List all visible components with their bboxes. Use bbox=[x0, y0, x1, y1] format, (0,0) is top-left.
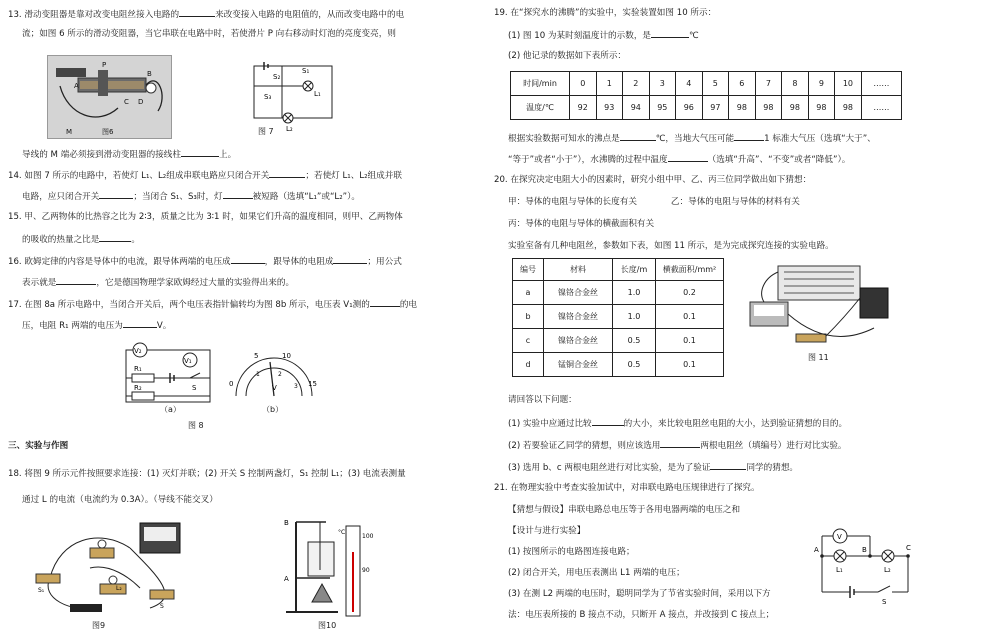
label-p: P bbox=[102, 61, 107, 69]
table-cell: 92 bbox=[570, 96, 597, 120]
table-cell: 97 bbox=[702, 96, 729, 120]
question-16-line-2: 表示就是 ，它是德国物理学家欧姆经过大量的实验得出来的。 bbox=[22, 275, 294, 289]
label-l2: L₂ bbox=[116, 585, 122, 592]
thermometer-tick-100: 100 bbox=[362, 533, 374, 540]
question-20-part-1: (1) 实验中应通过比较 的大小，来比较电阻丝电阻的大小，达到验证猜想的目的。 bbox=[508, 416, 847, 430]
question-21-line-1: 21. 在物理实验中考查实验加试中，对串联电路电压规律进行了探究。 bbox=[494, 483, 760, 493]
question-20-part-3: (3) 选用 b、c 两根电阻丝进行对比实验，是为了验证 同学的猜想。 bbox=[508, 460, 798, 474]
question-19-line-2: (1) 图 10 为某时刻温度计的示数，是 ℃ bbox=[508, 28, 699, 42]
column-header: 材料 bbox=[544, 259, 613, 281]
question-21-circuit bbox=[810, 520, 920, 604]
dial-tick-5: 5 bbox=[254, 352, 259, 360]
table-cell: 94 bbox=[623, 96, 650, 120]
table-cell: d bbox=[513, 353, 544, 377]
question-21-line-6: (3) 在测 L2 两端的电压时，聪明同学为了节省实验时间，采用以下方 bbox=[508, 589, 771, 599]
row-label-time: 时间/min bbox=[511, 72, 570, 96]
label-celsius: °C bbox=[338, 529, 346, 536]
question-17-line-1: 17. 在图 8a 所示电路中，当闭合开关后，两个电压表指针偏转均为图 8b 所示，电压表 V₁测的 的电 bbox=[8, 297, 417, 311]
answer-blank[interactable] bbox=[179, 7, 215, 17]
question-21-line-5: (2) 闭合开关，用电压表测出 L1 两端的电压； bbox=[508, 568, 685, 578]
label-c: C bbox=[124, 98, 129, 106]
figure-7-caption: 图 7 bbox=[258, 127, 274, 136]
table-cell: 0.1 bbox=[656, 329, 724, 353]
table-cell: 98 bbox=[782, 96, 809, 120]
label-r1: R₁ bbox=[134, 365, 142, 373]
table-cell: 95 bbox=[649, 96, 676, 120]
figure-8b-voltmeter-dial bbox=[226, 348, 321, 408]
label-s: S bbox=[160, 603, 164, 610]
label-s: S bbox=[192, 384, 197, 392]
question-18-line-2: 通过 L 的电流（电流约为 0.3A）。（导线不能交叉） bbox=[22, 495, 218, 505]
label-v1: V₁ bbox=[184, 357, 192, 365]
question-19-line-1: 19. 在“探究水的沸腾”的实验中，实验装置如图 10 所示： bbox=[494, 8, 717, 18]
label-m: M bbox=[66, 128, 73, 136]
question-20-part-2: (2) 若要验证乙同学的猜想，则应该选用 两根电阻丝（填编号）进行对比实验。 bbox=[508, 438, 847, 452]
figure-8-caption: 图 8 bbox=[188, 421, 204, 430]
figure-7-circuit bbox=[248, 58, 338, 136]
figure-10-caption: 图10 bbox=[318, 621, 337, 630]
label-l1: L₁ bbox=[836, 566, 843, 574]
answer-blank[interactable] bbox=[668, 152, 708, 162]
label-v: V bbox=[837, 533, 842, 541]
question-13-line-1: 13. 滑动变阻器是靠对改变电阻丝接入电路的 来改变接入电路的电阻值的，从而改变电路中的电 bbox=[8, 7, 404, 21]
answer-blank[interactable] bbox=[56, 275, 96, 285]
question-20-line-3: 丙：导体的电阻与导体的横截面积有关 bbox=[508, 219, 655, 229]
label-s2: S₂ bbox=[273, 73, 281, 81]
table-cell: 9 bbox=[808, 72, 835, 96]
answer-blank[interactable] bbox=[734, 131, 764, 141]
table-cell: 1.0 bbox=[613, 281, 656, 305]
table-row bbox=[511, 96, 902, 120]
boiling-data-table bbox=[510, 71, 902, 120]
answer-blank[interactable] bbox=[181, 147, 219, 157]
table-cell: 镍铬合金丝 bbox=[544, 281, 613, 305]
table-cell: 10 bbox=[835, 72, 862, 96]
resistance-wire-table bbox=[512, 258, 724, 377]
dial-tick-1: 1 bbox=[256, 371, 260, 378]
answer-blank[interactable] bbox=[269, 168, 305, 178]
figure-10-apparatus bbox=[278, 512, 388, 620]
table-cell: 1.0 bbox=[613, 305, 656, 329]
question-21-line-7: 法：电压表所接的 B 接点不动，只断开 A 接点，并改接到 C 接点上； bbox=[508, 610, 775, 620]
table-cell: 0.5 bbox=[613, 353, 656, 377]
figure-8a-caption: （a） bbox=[160, 405, 181, 414]
table-cell: 2 bbox=[623, 72, 650, 96]
question-20-line-2: 甲：导体的电阻与导体的长度有关 乙：导体的电阻与导体的材料有关 bbox=[508, 197, 800, 207]
question-18-line-1: 18. 将图 9 所示元件按照要求连接：(1) 灭灯并联；(2) 开关 S 控制两盏灯，S₁ 控制 L₁；(3) 电流表测量 bbox=[8, 469, 406, 479]
question-19-line-4: 根据实验数据可知水的沸点是 ℃，当地大气压可能 1 标准大气压（选填“大于”、 bbox=[508, 131, 876, 145]
label-d: D bbox=[138, 98, 144, 106]
label-a: A bbox=[74, 82, 79, 90]
thermometer-tick-90: 90 bbox=[362, 567, 370, 574]
table-cell: c bbox=[513, 329, 544, 353]
table-cell: 0.1 bbox=[656, 305, 724, 329]
answer-blank[interactable] bbox=[710, 460, 746, 470]
table-cell: 98 bbox=[835, 96, 862, 120]
answer-blank[interactable] bbox=[99, 232, 131, 242]
table-cell: 98 bbox=[808, 96, 835, 120]
table-cell: 5 bbox=[702, 72, 729, 96]
answer-blank[interactable] bbox=[592, 416, 624, 426]
table-cell: 1 bbox=[596, 72, 623, 96]
answer-blank[interactable] bbox=[99, 189, 133, 199]
answer-blank[interactable] bbox=[660, 438, 700, 448]
table-cell: 镍铬合金丝 bbox=[544, 305, 613, 329]
table-cell: 4 bbox=[676, 72, 703, 96]
question-14-line-1: 14. 如图 7 所示的电路中，若使灯 L₁、L₂组成串联电路应只闭合开关 ；若使灯 L₁、L₂组成并联 bbox=[8, 168, 402, 182]
column-header: 长度/m bbox=[613, 259, 656, 281]
table-row bbox=[513, 305, 724, 329]
label-l2: L₂ bbox=[884, 566, 891, 574]
table-cell: b bbox=[513, 305, 544, 329]
question-20-prompt: 请回答以下问题： bbox=[508, 395, 577, 405]
section-3-heading: 三、实验与作图 bbox=[8, 441, 69, 451]
table-row bbox=[513, 353, 724, 377]
label-l2: L₂ bbox=[286, 125, 293, 133]
table-cell: 96 bbox=[676, 96, 703, 120]
label-l1: L₁ bbox=[314, 90, 321, 98]
answer-blank[interactable] bbox=[223, 189, 253, 199]
answer-blank[interactable] bbox=[370, 297, 400, 307]
question-15-line-1: 15. 甲、乙两物体的比热容之比为 2∶3，质量之比为 3∶1 时，如果它们升高的温度相同，则甲、乙两物体 bbox=[8, 212, 403, 222]
table-row bbox=[511, 72, 902, 96]
column-header: 横截面积/mm² bbox=[656, 259, 724, 281]
figure-6-photo bbox=[47, 55, 172, 139]
row-label-temperature: 温度/℃ bbox=[511, 96, 570, 120]
label-b: B bbox=[284, 519, 289, 527]
question-20-line-4: 实验室备有几种电阻丝，参数如下表，如图 11 所示，是为完成探究连接的实验电路。 bbox=[508, 241, 834, 251]
figure-11-caption: 图 11 bbox=[808, 353, 829, 362]
question-14-line-2: 电路，应只闭合开关 ；当闭合 S₁、S₃时，灯 被短路（选填“L₁”或“L₂”）。 bbox=[22, 189, 360, 203]
label-s1: S₁ bbox=[302, 67, 310, 75]
question-13-line-3: 导线的 M 端必须接到滑动变阻器的接线柱 上。 bbox=[22, 147, 236, 161]
question-21-line-3: 【设计与进行实验】 bbox=[508, 526, 586, 536]
table-cell: a bbox=[513, 281, 544, 305]
figure-6-caption: 图6 bbox=[102, 128, 114, 136]
answer-blank[interactable] bbox=[123, 318, 157, 328]
question-16-line-1: 16. 欧姆定律的内容是导体中的电流，跟导体两端的电压成 ，跟导体的电阻成 ；用公式 bbox=[8, 254, 402, 268]
answer-blank[interactable] bbox=[620, 131, 656, 141]
dial-tick-10: 10 bbox=[282, 352, 291, 360]
label-s1: S₁ bbox=[38, 587, 45, 594]
table-header-row bbox=[513, 259, 724, 281]
figure-8b-caption: （b） bbox=[262, 405, 284, 414]
question-20-line-1: 20. 在探究决定电阻大小的因素时，研究小组中甲、乙、丙三位同学做出如下猜想： bbox=[494, 175, 812, 185]
table-row bbox=[513, 329, 724, 353]
answer-blank[interactable] bbox=[333, 254, 367, 264]
dial-tick-0: 0 bbox=[229, 380, 234, 388]
label-b: B bbox=[862, 546, 867, 554]
question-19-line-5: “等于”或者“小于”），水沸腾的过程中温度 （选填“升高”、“不变”或者“降低”）。 bbox=[508, 152, 850, 166]
figure-8a-circuit bbox=[118, 338, 218, 414]
label-v2: V₂ bbox=[134, 347, 142, 355]
question-13-line-2: 流；如图 6 所示的滑动变阻器，当它串联在电路中时，若使滑片 P 向右移动时灯泡的亮度变亮，则 bbox=[22, 29, 396, 39]
label-a: A bbox=[284, 575, 289, 583]
figure-9-caption: 图9 bbox=[92, 621, 106, 630]
table-cell: …… bbox=[861, 72, 901, 96]
table-cell: 93 bbox=[596, 96, 623, 120]
question-15-line-2: 的吸收的热量之比是 。 bbox=[22, 232, 140, 246]
table-cell: 0.2 bbox=[656, 281, 724, 305]
table-cell: 7 bbox=[755, 72, 782, 96]
answer-blank[interactable] bbox=[231, 254, 265, 264]
question-17-line-2: 压，电阻 R₁ 两端的电压为 V。 bbox=[22, 318, 171, 332]
table-cell: 6 bbox=[729, 72, 756, 96]
table-cell: 98 bbox=[755, 96, 782, 120]
dial-tick-3: 3 bbox=[294, 383, 298, 390]
figure-11-apparatus bbox=[744, 258, 894, 350]
label-c: C bbox=[906, 544, 911, 552]
label-s: S bbox=[882, 598, 887, 606]
table-cell: 3 bbox=[649, 72, 676, 96]
dial-tick-2: 2 bbox=[278, 371, 282, 378]
table-cell: 98 bbox=[729, 96, 756, 120]
figure-9-components bbox=[30, 518, 200, 618]
label-s3: S₃ bbox=[264, 93, 272, 101]
column-header: 编号 bbox=[513, 259, 544, 281]
label-b: B bbox=[147, 70, 152, 78]
answer-blank[interactable] bbox=[651, 28, 689, 38]
label-a: A bbox=[814, 546, 819, 554]
dial-tick-15: 15 bbox=[308, 380, 317, 388]
table-cell: 0.1 bbox=[656, 353, 724, 377]
table-cell: …… bbox=[861, 96, 901, 120]
question-21-line-4: (1) 按图所示的电路图连接电路； bbox=[508, 547, 635, 557]
dial-unit-v: V bbox=[272, 384, 277, 392]
label-r2: R₂ bbox=[134, 384, 142, 392]
question-19-line-3: (2) 他记录的数据如下表所示： bbox=[508, 51, 627, 61]
table-cell: 0.5 bbox=[613, 329, 656, 353]
table-row bbox=[513, 281, 724, 305]
rheostat-illustration bbox=[48, 56, 171, 138]
question-21-line-2: 【猜想与假设】串联电路总电压等于各用电器两端的电压之和 bbox=[508, 505, 741, 515]
table-cell: 镍铬合金丝 bbox=[544, 329, 613, 353]
table-cell: 0 bbox=[570, 72, 597, 96]
table-cell: 锰铜合金丝 bbox=[544, 353, 613, 377]
table-cell: 8 bbox=[782, 72, 809, 96]
